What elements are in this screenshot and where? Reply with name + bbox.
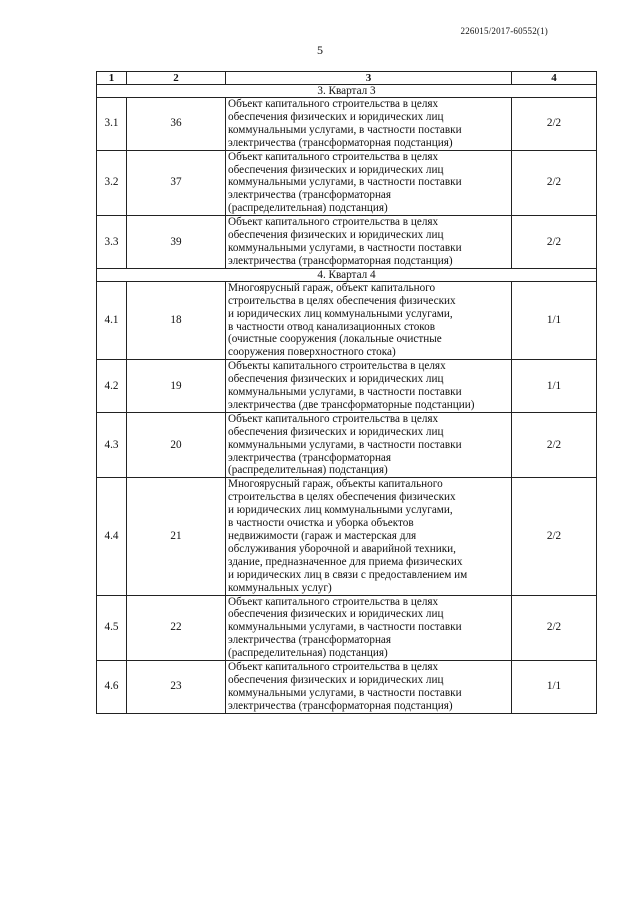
description-line: обеспечения физических и юридических лиц xyxy=(228,608,444,621)
description-line: электричества (трансформаторная xyxy=(228,634,392,647)
object-description xyxy=(226,661,512,714)
description-line: электричества (трансформаторная подстанция) xyxy=(228,254,453,267)
description-line: обеспечения физических и юридических лиц xyxy=(228,673,444,686)
description-line: строительства в целях обеспечения физических xyxy=(228,491,456,504)
ratio-value: 2/2 xyxy=(512,150,597,216)
object-description xyxy=(226,595,512,661)
document-id: 226015/2017-60552(1) xyxy=(460,26,548,36)
description-line: Объект капитального строительства в целях xyxy=(228,150,439,163)
description-line: (очистные сооружения (локальные очистные xyxy=(228,333,442,346)
description-line: электричества (трансформаторная подстанция) xyxy=(228,136,453,149)
plot-code: 37 xyxy=(127,150,226,216)
description-line: Объект капитального строительства в целях xyxy=(228,98,439,110)
row-number: 4.6 xyxy=(97,661,127,714)
row-number: 3.2 xyxy=(97,150,127,216)
description-line: в частности очистка и уборка объектов xyxy=(228,517,414,530)
object-description xyxy=(226,150,512,216)
description-line: (распределительная) подстанция) xyxy=(228,464,388,477)
description-line: обеспечения физических и юридических лиц xyxy=(228,229,444,242)
plot-code: 36 xyxy=(127,98,226,151)
description-line: электричества (трансформаторная xyxy=(228,189,392,202)
description-line: коммунальными услугами, в частности поставки xyxy=(228,438,462,451)
ratio-value: 2/2 xyxy=(512,216,597,269)
description-line: обеспечения физических и юридических лиц xyxy=(228,163,444,176)
description-line: обеспечения физических и юридических лиц xyxy=(228,425,444,438)
table-header-row xyxy=(97,72,597,85)
plot-code: 19 xyxy=(127,360,226,413)
plot-code: 22 xyxy=(127,595,226,661)
section-title: 3. Квартал 3 xyxy=(97,85,597,98)
plot-code: 23 xyxy=(127,661,226,714)
object-description xyxy=(226,281,512,359)
description-line: Объект капитального строительства в целях xyxy=(228,595,439,608)
object-description xyxy=(226,478,512,595)
ratio-value: 2/2 xyxy=(512,595,597,661)
description-line: коммунальными услугами, в частности поставки xyxy=(228,686,462,699)
description-line: сооружения поверхностного стока) xyxy=(228,346,396,359)
section-row xyxy=(97,85,597,98)
table-row xyxy=(97,478,597,595)
ratio-value: 2/2 xyxy=(512,412,597,478)
row-number: 4.1 xyxy=(97,281,127,359)
row-number: 4.2 xyxy=(97,360,127,413)
column-header-2: 2 xyxy=(127,72,226,85)
description-line: коммунальными услугами, в частности поставки xyxy=(228,386,462,399)
table-row xyxy=(97,150,597,216)
table-body xyxy=(97,85,597,714)
description-line: коммунальными услугами, в частности поставки xyxy=(228,123,462,136)
description-line: Объект капитального строительства в целях xyxy=(228,661,439,674)
description-line: здание, предназначенное для приема физических xyxy=(228,555,463,568)
description-line: и юридических лиц коммунальными услугами, xyxy=(228,504,453,517)
plot-code: 39 xyxy=(127,216,226,269)
plot-code: 18 xyxy=(127,281,226,359)
description-line: (распределительная) подстанция) xyxy=(228,647,388,660)
ratio-value: 1/1 xyxy=(512,661,597,714)
page-number: 5 xyxy=(317,43,323,57)
column-header-1: 1 xyxy=(97,72,127,85)
description-line: в частности отвод канализационных стоков xyxy=(228,320,436,333)
description-line: коммунальных услуг) xyxy=(228,581,332,594)
description-line: коммунальными услугами, в частности поставки xyxy=(228,621,462,634)
row-number: 4.3 xyxy=(97,412,127,478)
ratio-value: 1/1 xyxy=(512,360,597,413)
row-number: 4.5 xyxy=(97,595,127,661)
object-description xyxy=(226,98,512,151)
plot-code: 20 xyxy=(127,412,226,478)
description-line: и юридических лиц в связи с предоставлением им xyxy=(228,568,468,581)
table-row xyxy=(97,216,597,269)
description-line: строительства в целях обеспечения физических xyxy=(228,294,456,307)
description-line: коммунальными услугами, в частности поставки xyxy=(228,176,462,189)
column-header-4: 4 xyxy=(512,72,597,85)
description-line: Объект капитального строительства в целях xyxy=(228,412,439,425)
table-row xyxy=(97,595,597,661)
table-row xyxy=(97,98,597,151)
description-line: (распределительная) подстанция) xyxy=(228,202,388,215)
object-description xyxy=(226,360,512,413)
object-description xyxy=(226,412,512,478)
row-number: 3.1 xyxy=(97,98,127,151)
row-number: 3.3 xyxy=(97,216,127,269)
land-plots-table xyxy=(96,71,597,714)
table-row xyxy=(97,661,597,714)
ratio-value: 2/2 xyxy=(512,478,597,595)
table-row xyxy=(97,412,597,478)
description-line: недвижимости (гараж и мастерская для xyxy=(228,530,417,542)
ratio-value: 1/1 xyxy=(512,281,597,359)
description-line: и юридических лиц коммунальными услугами, xyxy=(228,307,453,320)
description-line: Объект капитального строительства в целях xyxy=(228,216,439,229)
description-line: обеспечения физических и юридических лиц xyxy=(228,110,444,123)
description-line: Объекты капитального строительства в целях xyxy=(228,360,446,373)
description-line: Многоярусный гараж, объект капитального xyxy=(228,281,436,294)
column-header-3: 3 xyxy=(226,72,512,85)
table-row xyxy=(97,360,597,413)
row-number: 4.4 xyxy=(97,478,127,595)
object-description xyxy=(226,216,512,269)
description-line: электричества (трансформаторная подстанция) xyxy=(228,699,453,712)
description-line: коммунальными услугами, в частности поставки xyxy=(228,241,462,254)
description-line: обеспечения физических и юридических лиц xyxy=(228,373,444,386)
section-row xyxy=(97,268,597,281)
description-line: электричества (трансформаторная xyxy=(228,451,392,464)
description-line: Многоярусный гараж, объекты капитального xyxy=(228,478,443,491)
table-row xyxy=(97,281,597,359)
description-line: обслуживания уборочной и аварийной техники, xyxy=(228,542,456,555)
plot-code: 21 xyxy=(127,478,226,595)
ratio-value: 2/2 xyxy=(512,98,597,151)
description-line: электричества (две трансформаторные подстанции) xyxy=(228,398,475,411)
section-title: 4. Квартал 4 xyxy=(97,268,597,281)
